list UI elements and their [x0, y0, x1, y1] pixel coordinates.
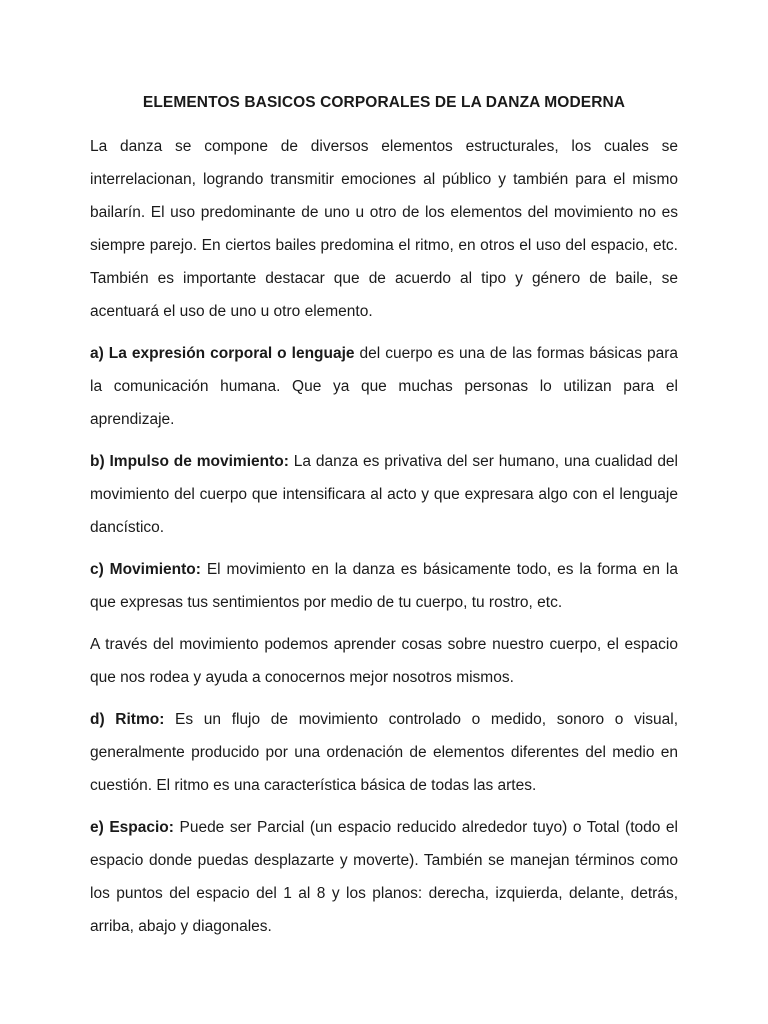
item-c-text: El movimiento en la danza es básicamente todo, es la forma en la que expresas tus sentimientos por medio de tu cuerpo, tu rostro, etc.: [90, 561, 678, 611]
item-c-paragraph: [90, 553, 678, 619]
item-e-term: e) Espacio:: [90, 819, 174, 836]
item-d-text: Es un flujo de movimiento controlado o medido, sonoro o visual, generalmente producido por una ordenación de elementos diferentes del medio en cuestión. El ritmo es una característica básica de todas las artes.: [90, 711, 679, 794]
item-c-term: c) Movimiento:: [90, 561, 201, 578]
item-d-paragraph: [90, 703, 678, 802]
item-e-text: Puede ser Parcial (un espacio reducido alrededor tuyo) o Total (todo el espacio donde puedas desplazarte y moverte). También se manejan términos como los puntos del espacio del 1 al 8 y los planos: derecha, izquierda, delante, detrás, arriba, abajo y diagonales.: [90, 819, 678, 935]
item-d-term: d) Ritmo:: [90, 711, 165, 728]
item-b-paragraph: [90, 445, 678, 544]
item-b-term: b) Impulso de movimiento:: [90, 453, 289, 470]
movement-note-paragraph: A través del movimiento podemos aprender cosas sobre nuestro cuerpo, el espacio que nos rodea y ayuda a conocernos mejor nosotros mismos.: [90, 636, 678, 686]
intro-paragraph: La danza se compone de diversos elementos estructurales, los cuales se interrelacionan, logrando transmitir emociones al público y también para el mismo bailarín. El uso predominante de uno u otro de los elementos del movimiento no es siempre parejo. En ciertos bailes predomina el ritmo, en otros el uso del espacio, etc. También es importante destacar que de acuerdo al tipo y género de baile, se acentuará el uso de uno u otro elemento.: [90, 138, 678, 320]
item-e-paragraph: [90, 811, 678, 943]
document-body: [90, 92, 678, 952]
item-a-paragraph: [90, 337, 678, 436]
document-title: ELEMENTOS BASICOS CORPORALES DE LA DANZA MODERNA: [142, 94, 626, 111]
item-a-text: del cuerpo es una de las formas básicas para la comunicación humana. Que ya que muchas personas lo utilizan para el aprendizaje.: [90, 345, 678, 428]
item-b-text: La danza es privativa del ser humano, una cualidad del movimiento del cuerpo que intensificara al acto y que expresara algo con el lenguaje dancístico.: [90, 453, 678, 536]
item-a-term: a) La expresión corporal o lenguaje: [90, 345, 355, 362]
